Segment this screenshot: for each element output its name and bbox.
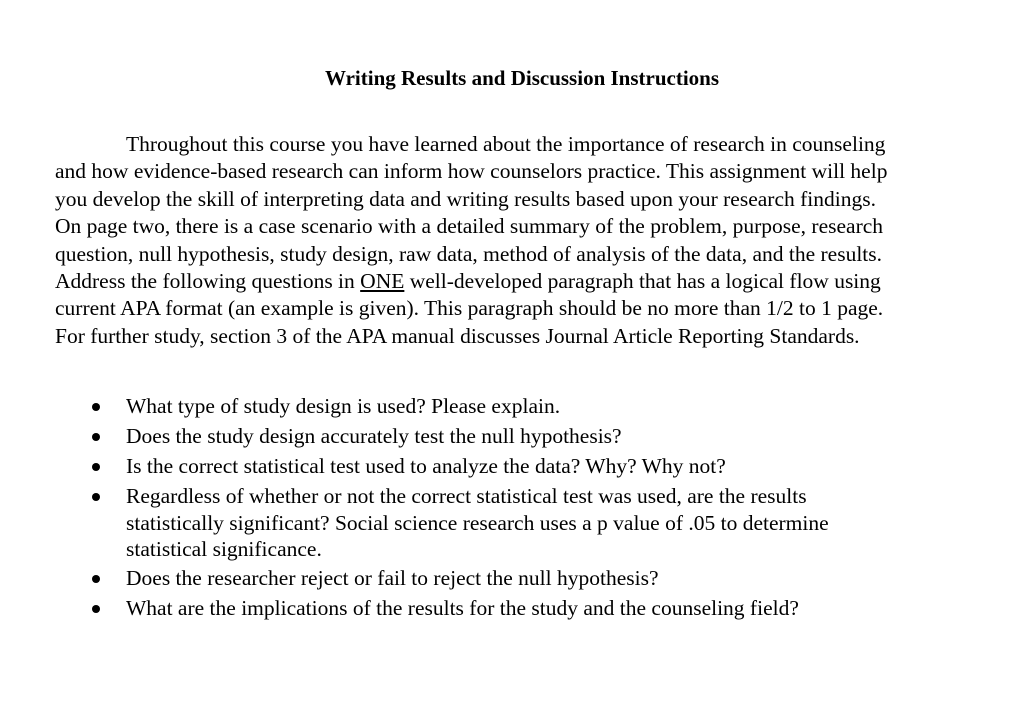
bullet-icon <box>92 433 100 441</box>
paragraph-line: you develop the skill of interpreting data and writing results based upon your research findings. <box>55 186 876 211</box>
list-item-text: Is the correct statistical test used to analyze the data? Why? Why not? <box>126 454 726 478</box>
paragraph-line: and how evidence-based research can inform how counselors practice. This assignment will help <box>55 159 888 184</box>
list-item-text: Does the study design accurately test the null hypothesis? <box>126 424 622 448</box>
list-item-text: What are the implications of the results for the study and the counseling field? <box>126 596 799 621</box>
bullet-icon <box>92 493 100 501</box>
list-item <box>0 565 1034 592</box>
list-item <box>0 453 1034 480</box>
instructions-paragraph <box>55 131 995 350</box>
page-title: Writing Results and Discussion Instructions <box>324 66 720 90</box>
paragraph-line: For further study, section 3 of the APA manual discusses Journal Article Reporting Standards. <box>55 323 860 348</box>
paragraph-line <box>55 268 995 295</box>
emphasis-one: ONE <box>360 269 405 294</box>
paragraph-line: Throughout this course you have learned about the importance of research in counseling <box>126 132 886 156</box>
list-item <box>0 423 1034 450</box>
paragraph-line: question, null hypothesis, study design, raw data, method of analysis of the data, and the results. <box>55 241 883 266</box>
list-item <box>0 393 1034 420</box>
paragraph-line: current APA format (an example is given). This paragraph should be no more than 1/2 to 1 page. <box>55 296 884 321</box>
list-item <box>0 483 1034 563</box>
paragraph-text: Address the following questions in <box>55 269 361 294</box>
list-item-text: Regardless of whether or not the correct statistical test was used, are the results <box>126 484 807 508</box>
list-item-text: statistically significant? Social science research uses a p value of .05 to determine <box>126 510 829 535</box>
list-item-text: statistical significance. <box>126 537 322 561</box>
bullet-icon <box>92 403 100 411</box>
list-item-text: What type of study design is used? Please explain. <box>126 394 561 418</box>
list-item-text: Does the researcher reject or fail to reject the null hypothesis? <box>126 566 659 591</box>
paragraph-text: well-developed paragraph that has a logical flow using <box>404 269 881 294</box>
question-list <box>0 393 1034 625</box>
paragraph-line: On page two, there is a case scenario with a detailed summary of the problem, purpose, research <box>55 214 884 239</box>
bullet-icon <box>92 575 100 583</box>
bullet-icon <box>92 605 100 613</box>
list-item <box>0 595 1034 622</box>
bullet-icon <box>92 463 100 471</box>
